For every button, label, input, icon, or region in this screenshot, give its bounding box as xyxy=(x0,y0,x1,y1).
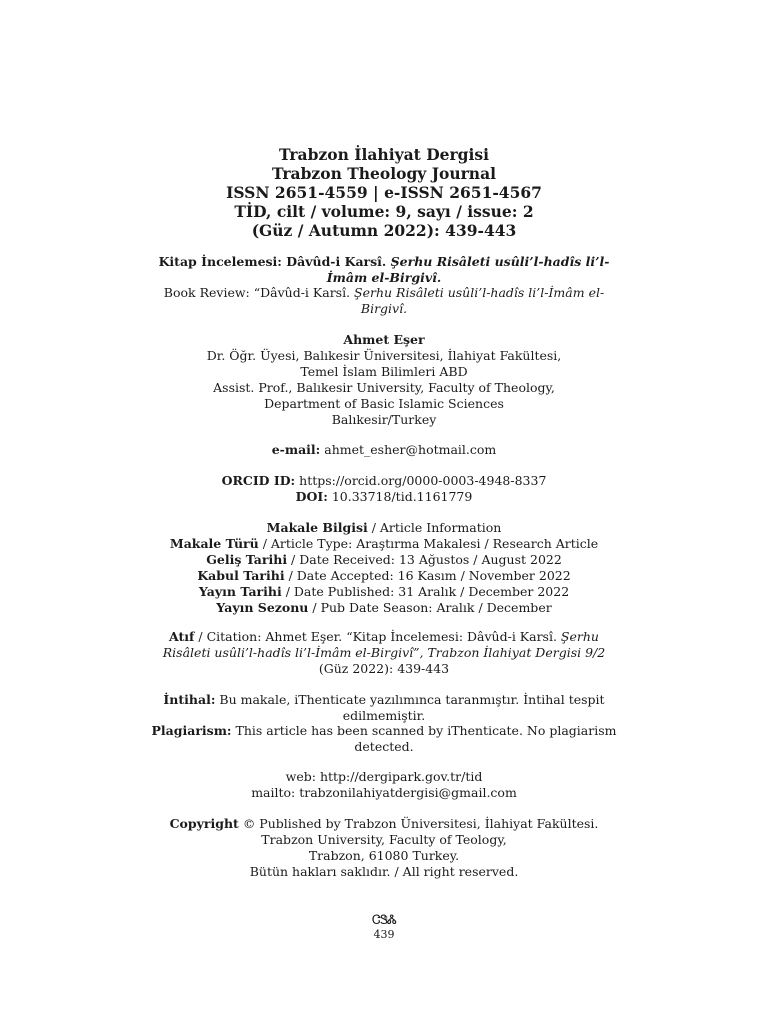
info-row-pub-season xyxy=(150,600,618,616)
citation-block xyxy=(150,629,618,677)
citation-intro: / Citation: Ahmet Eşer. “Kitap İncelemesi: Dâvûd-i Karsî. xyxy=(194,629,561,644)
doi-label: DOI: xyxy=(295,489,328,504)
page-number: 439 xyxy=(373,928,395,941)
journal-links xyxy=(150,769,618,801)
orcid-row xyxy=(150,473,618,489)
journal-title-tr: Trabzon İlahiyat Dergisi xyxy=(278,145,489,164)
plagiarism-en-text: This article has been scanned by iThenticate. No plagiarism detected. xyxy=(231,723,617,754)
plagiarism-tr-text: Bu makale, iThenticate yazılımınca taranmıştır. İntihal tespit edilmemiştir. xyxy=(215,692,605,723)
info-header-label: Makale Bilgisi xyxy=(266,520,368,535)
review-title-block xyxy=(150,254,618,316)
info-row-value: / Pub Date Season: Aralık / December xyxy=(308,600,552,615)
copyright-line-4: Bütün hakları saklıdır. / All right reserved. xyxy=(249,864,519,879)
info-row-value: / Date Published: 31 Aralık / December 2022 xyxy=(281,584,570,599)
plagiarism-en-label: Plagiarism: xyxy=(151,723,232,738)
article-information xyxy=(150,520,618,616)
review-title-en xyxy=(150,285,618,316)
citation-italic: Şerhu Risâleti usûli’l-hadîs li’l-İmâm el-Birgivî”, Trabzon İlahiyat Dergisi 9/2 xyxy=(162,629,606,660)
author-location: Balıkesir/Turkey xyxy=(331,412,437,427)
author-affiliation-en-1: Assist. Prof., Balıkesir University, Faculty of Theology, xyxy=(213,380,555,395)
info-row-label: Geliş Tarihi xyxy=(206,552,288,567)
info-row-article-type xyxy=(150,536,618,552)
review-book-title-tr: Şerhu Risâleti usûli’l-hadîs li’l-İmâm el-Birgivî. xyxy=(326,254,610,285)
review-title-tr xyxy=(150,254,618,285)
journal-title-en: Trabzon Theology Journal xyxy=(271,164,497,183)
citation-text xyxy=(150,629,618,661)
doi-link[interactable]: 10.33718/tid.1161779 xyxy=(327,489,473,504)
email-label: e-mail: xyxy=(271,442,321,457)
orcid-label: ORCID ID: xyxy=(221,473,296,488)
info-row-label: Yayın Tarihi xyxy=(198,584,282,599)
mailto-link[interactable]: mailto: trabzonilahiyatdergisi@gmail.com xyxy=(251,785,517,800)
info-row-date-published xyxy=(150,584,618,600)
info-row-date-accepted xyxy=(150,568,618,584)
copyright-text-1: © Published by Trabzon Üniversitesi, İlahiyat Fakültesi. xyxy=(238,816,599,831)
info-header xyxy=(150,520,618,536)
web-link[interactable]: web: http://dergipark.gov.tr/tid xyxy=(285,769,483,784)
copyright-line-1 xyxy=(150,816,618,832)
author-block xyxy=(150,332,618,428)
review-book-title-en: Şerhu Risâleti usûli’l-hadîs li’l-İmâm el-Birgivî. xyxy=(354,285,605,316)
plagiarism-tr-label: İntihal: xyxy=(163,692,216,707)
email-value[interactable]: ahmet_esher@hotmail.com xyxy=(320,442,497,457)
plagiarism-en xyxy=(150,723,618,754)
copyright-line-2: Trabzon University, Faculty of Teology, xyxy=(261,832,507,847)
orcid-link[interactable]: https://orcid.org/0000-0003-4948-8337 xyxy=(295,473,547,488)
info-row-label: Kabul Tarihi xyxy=(197,568,285,583)
info-header-rest: / Article Information xyxy=(367,520,502,535)
copyright-block xyxy=(150,816,618,880)
citation-end: (Güz 2022): 439-443 xyxy=(318,661,450,676)
journal-volume: TİD, cilt / volume: 9, sayı / issue: 2 xyxy=(234,202,534,221)
info-row-value: / Article Type: Araştırma Makalesi / Research Article xyxy=(258,536,599,551)
email-line xyxy=(150,442,618,458)
plagiarism-block xyxy=(150,692,618,754)
author-affiliation-tr-2: Temel İslam Bilimleri ABD xyxy=(300,364,468,379)
journal-issn: ISSN 2651-4559 | e-ISSN 2651-4567 xyxy=(226,183,542,202)
doi-row xyxy=(150,489,618,505)
info-row-value: / Date Received: 13 Ağustos / August 2022 xyxy=(287,552,562,567)
journal-header xyxy=(150,145,618,240)
review-label-en: Book Review: “Dâvûd-i Karsî. xyxy=(163,285,355,300)
email-row xyxy=(150,442,618,458)
info-row-label: Makale Türü xyxy=(169,536,259,551)
footer-ornament-icon: ᏣᏕᏜ xyxy=(372,913,396,928)
plagiarism-tr xyxy=(150,692,618,723)
info-row-label: Yayın Sezonu xyxy=(216,600,309,615)
info-row-value: / Date Accepted: 16 Kasım / November 2022 xyxy=(284,568,571,583)
info-row-date-received xyxy=(150,552,618,568)
author-affiliation-tr-1: Dr. Öğr. Üyesi, Balıkesir Üniversitesi, İlahiyat Fakültesi, xyxy=(206,348,562,363)
page-footer xyxy=(150,914,618,942)
author-affiliation-en-2: Department of Basic Islamic Sciences xyxy=(264,396,504,411)
author-name: Ahmet Eşer xyxy=(343,332,425,347)
identifiers xyxy=(150,473,618,505)
copyright-line-3: Trabzon, 61080 Turkey. xyxy=(308,848,460,863)
review-label-tr: Kitap İncelemesi: Dâvûd-i Karsî. xyxy=(158,254,391,269)
citation-label: Atıf xyxy=(169,629,195,644)
copyright-label: Copyright xyxy=(169,816,239,831)
journal-season: (Güz / Autumn 2022): 439-443 xyxy=(251,221,517,240)
